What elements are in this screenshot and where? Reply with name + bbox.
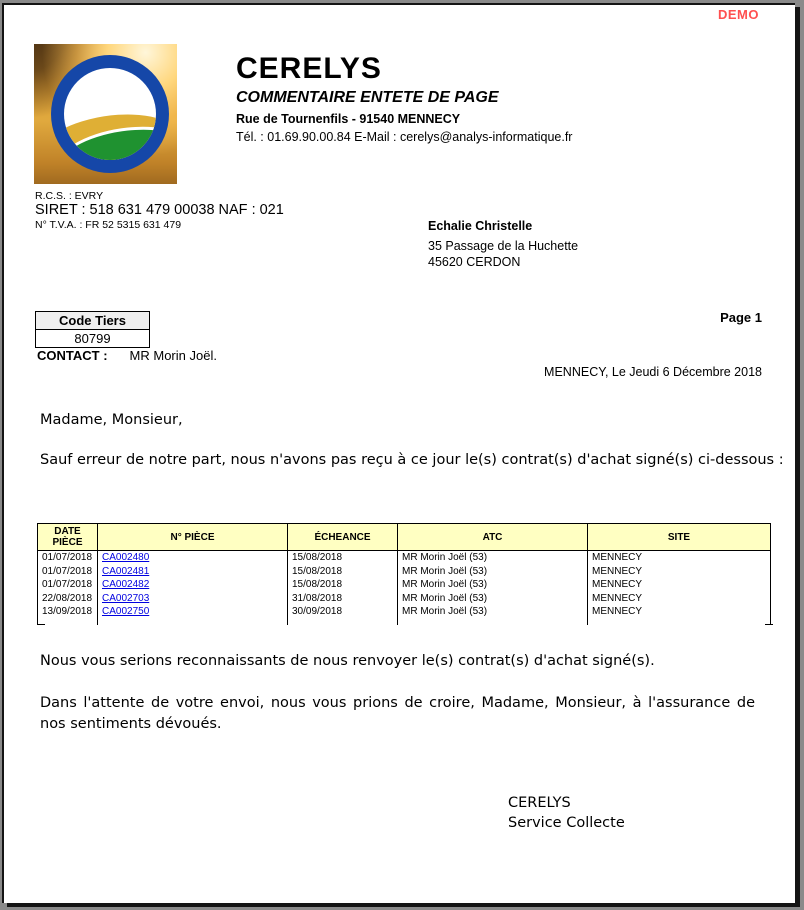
cell-date: 01/07/2018 bbox=[37, 551, 97, 565]
cell-date: 13/09/2018 bbox=[37, 605, 97, 619]
cell-echeance: 15/08/2018 bbox=[287, 578, 397, 592]
demo-watermark: DEMO bbox=[718, 7, 759, 22]
city-date-line: MENNECY, Le Jeudi 6 Décembre 2018 bbox=[544, 365, 762, 379]
contact-line bbox=[37, 348, 217, 363]
piece-link[interactable]: CA002481 bbox=[102, 565, 150, 577]
siret-line: SIRET : 518 631 479 00038 NAF : 021 bbox=[35, 202, 284, 218]
cell-site: MENNECY bbox=[587, 592, 771, 606]
col-header-date-piece: DATE PIÈCE bbox=[37, 523, 97, 551]
recipient-name: Echalie Christelle bbox=[428, 219, 533, 233]
cell-date: 01/07/2018 bbox=[37, 565, 97, 579]
signature-department: Service Collecte bbox=[508, 815, 625, 831]
contracts-table bbox=[37, 523, 773, 625]
cell-site: MENNECY bbox=[587, 578, 771, 592]
table-row bbox=[37, 565, 773, 579]
table-corner-tick-right bbox=[765, 624, 773, 625]
code-tiers-label: Code Tiers bbox=[36, 312, 149, 330]
company-name: CERELYS bbox=[236, 52, 382, 85]
table-body bbox=[37, 551, 773, 625]
cell-date: 01/07/2018 bbox=[37, 578, 97, 592]
header-comment: COMMENTAIRE ENTETE DE PAGE bbox=[236, 89, 499, 106]
salutation: Madame, Monsieur, bbox=[40, 412, 183, 428]
signature-company: CERELYS bbox=[508, 795, 571, 811]
cell-atc: MR Morin Joël (53) bbox=[397, 578, 587, 592]
cell-site: MENNECY bbox=[587, 551, 771, 565]
piece-link[interactable]: CA002703 bbox=[102, 592, 150, 604]
col-header-atc: ATC bbox=[397, 523, 587, 551]
table-header-row bbox=[37, 523, 773, 551]
piece-link[interactable]: CA002750 bbox=[102, 606, 150, 617]
cell-echeance: 15/08/2018 bbox=[287, 565, 397, 579]
col-header-numero-piece: N° PIÈCE bbox=[97, 523, 287, 551]
tva-line: N° T.V.A. : FR 52 5315 631 479 bbox=[35, 219, 182, 231]
recipient-address-1: 35 Passage de la Huchette bbox=[428, 239, 579, 253]
col-header-echeance: ÉCHEANCE bbox=[287, 523, 397, 551]
table-row bbox=[37, 551, 773, 565]
cell-date: 22/08/2018 bbox=[37, 592, 97, 606]
table-row bbox=[37, 592, 773, 606]
cell-echeance: 31/08/2018 bbox=[287, 592, 397, 606]
document-page bbox=[2, 3, 795, 903]
company-logo bbox=[34, 44, 177, 184]
contact-label: CONTACT : bbox=[37, 348, 108, 363]
page-number: Page 1 bbox=[720, 310, 762, 325]
piece-link[interactable]: CA002482 bbox=[102, 579, 150, 590]
rcs-line: R.C.S. : EVRY bbox=[35, 190, 104, 202]
company-contact-line: Tél. : 01.69.90.00.84 E-Mail : cerelys@analys-informatique.fr bbox=[236, 130, 573, 144]
col-header-site: SITE bbox=[587, 523, 771, 551]
recipient-address-2: 45620 CERDON bbox=[428, 255, 521, 269]
logo-ring-icon bbox=[51, 55, 169, 173]
cell-echeance: 15/08/2018 bbox=[287, 551, 397, 565]
table-row bbox=[37, 578, 773, 592]
table-row bbox=[37, 605, 773, 619]
code-tiers-box bbox=[35, 311, 150, 348]
cell-atc: MR Morin Joël (53) bbox=[397, 592, 587, 606]
outro-paragraph-1: Nous vous serions reconnaissants de nous renvoyer le(s) contrat(s) d'achat signé(s). bbox=[40, 653, 655, 669]
contact-value: MR Morin Joël. bbox=[129, 348, 217, 363]
cell-atc: MR Morin Joël (53) bbox=[397, 605, 587, 619]
cell-echeance: 30/09/2018 bbox=[287, 605, 397, 619]
logo-field-icon bbox=[64, 68, 156, 160]
signature-block bbox=[508, 793, 625, 833]
recipient-block bbox=[428, 218, 578, 270]
piece-link[interactable]: CA002480 bbox=[102, 552, 150, 563]
outro-paragraph-2: Dans l'attente de votre envoi, nous vous prions de croire, Madame, Monsieur, à l'assurance de nos sentiments dévoués. bbox=[40, 695, 755, 732]
code-tiers-value: 80799 bbox=[36, 330, 149, 347]
cell-atc: MR Morin Joël (53) bbox=[397, 551, 587, 565]
cell-site: MENNECY bbox=[587, 605, 771, 619]
cell-atc: MR Morin Joël (53) bbox=[397, 565, 587, 579]
cell-site: MENNECY bbox=[587, 565, 771, 579]
table-filler-row bbox=[37, 619, 773, 625]
intro-paragraph: Sauf erreur de notre part, nous n'avons pas reçu à ce jour le(s) contrat(s) d'achat signé(s) ci-dessous : bbox=[40, 452, 784, 468]
table-corner-tick-left bbox=[37, 624, 45, 625]
company-address: Rue de Tournenfils - 91540 MENNECY bbox=[236, 112, 461, 126]
